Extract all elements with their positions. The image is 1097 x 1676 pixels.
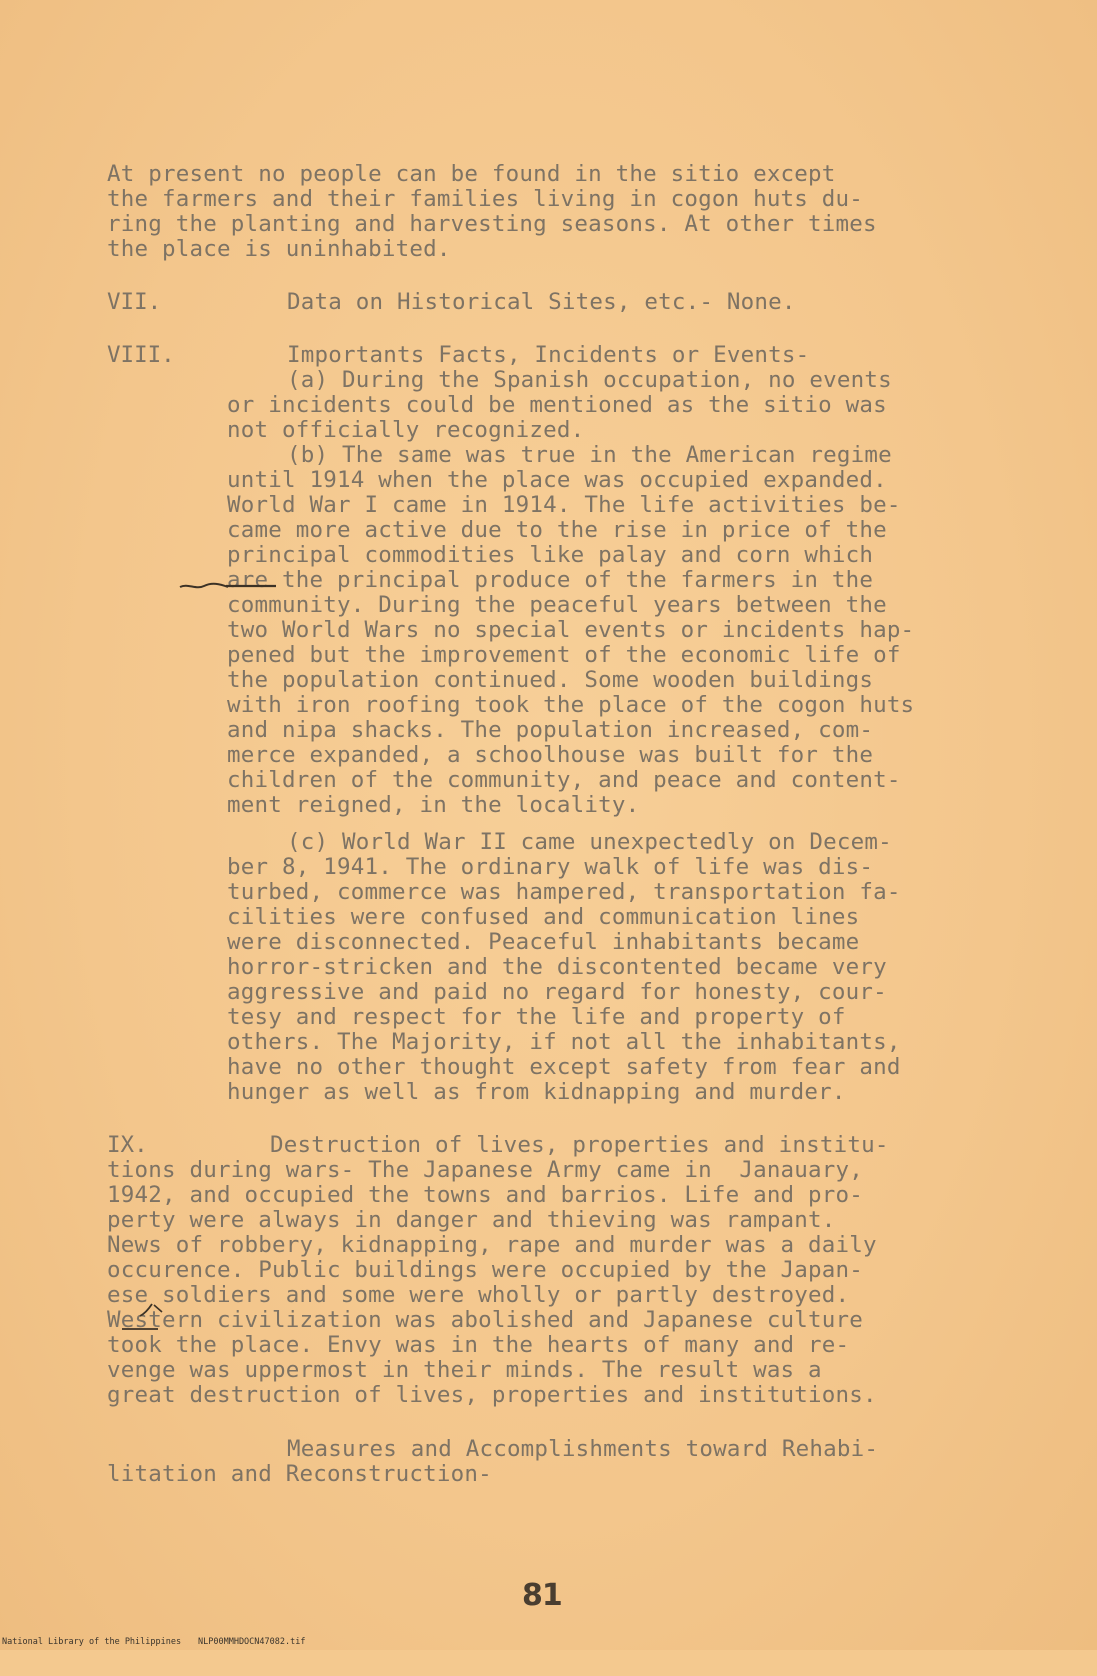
text-line: are the principal produce of the farmers in the	[227, 567, 874, 593]
text-line: aggressive and paid no regard for honesty, cour-	[227, 979, 887, 1005]
text-line: until 1914 when the place was occupied expanded.	[227, 467, 887, 493]
text-line: ring the planting and harvesting seasons. At other times	[107, 211, 877, 237]
section-heading: Importants Facts, Incidents or Events-	[287, 342, 810, 368]
text-line: Western civilization was abolished and Japanese culture	[107, 1307, 864, 1333]
text-line: others. The Majority, if not all the inhabitants,	[227, 1029, 901, 1055]
text-line: and nipa shacks. The population increased, com-	[227, 717, 874, 743]
text-line: the population continued. Some wooden buildings	[227, 667, 874, 693]
text-line: horror-stricken and the discontented became very	[227, 954, 887, 980]
text-line: the farmers and their families living in cogon huts du-	[107, 186, 864, 212]
text-line: ment reigned, in the locality.	[227, 792, 640, 818]
text-line: children of the community, and peace and content-	[227, 767, 901, 793]
text-line: At present no people can be found in the sitio except	[107, 161, 836, 187]
text-line: or incidents could be mentioned as the sitio was	[227, 392, 887, 418]
handwritten-correction	[118, 1302, 168, 1336]
section-heading: Destruction of lives, properties and institu-	[270, 1132, 889, 1158]
text-line: great destruction of lives, properties and institutions.	[107, 1382, 877, 1408]
text-line: perty were always in danger and thieving was rampant.	[107, 1207, 836, 1233]
text-line: two World Wars no special events or incidents hap-	[227, 617, 915, 643]
text-line: turbed, commerce was hampered, transportation fa-	[227, 879, 901, 905]
text-line: venge was uppermost in their minds. The result was a	[107, 1357, 822, 1383]
scan-footer	[0, 1636, 1097, 1650]
text-line: took the place. Envy was in the hearts of many and re-	[107, 1332, 850, 1358]
text-line: World War I came in 1914. The life activities be-	[227, 492, 901, 518]
text-line: ber 8, 1941. The ordinary walk of life was dis-	[227, 854, 874, 880]
section-heading: Measures and Accomplishments toward Rehabi-	[287, 1436, 879, 1462]
text-line: were disconnected. Peaceful inhabitants became	[227, 929, 860, 955]
text-line: tesy and respect for the life and property of	[227, 1004, 846, 1030]
text-line: 1942, and occupied the towns and barrios. Life and pro-	[107, 1182, 864, 1208]
text-line: principal commodities like palay and corn which	[227, 542, 874, 568]
text-line: occurence. Public buildings were occupied by the Japan-	[107, 1257, 864, 1283]
text-line: litation and Reconstruction-	[107, 1461, 492, 1487]
footer-library: National Library of the Philippines	[2, 1637, 182, 1647]
text-line: (c) World War II came unexpectedly on Decem-	[287, 829, 892, 855]
section-number: VIII.	[107, 342, 175, 368]
section-number: IX.	[107, 1132, 148, 1158]
footer-filename: NLP00MMHDOCN47082.tif	[198, 1637, 306, 1647]
text-line: cilities were confused and communication lines	[227, 904, 860, 930]
text-line: merce expanded, a schoolhouse was built for the	[227, 742, 874, 768]
handwritten-correction	[178, 581, 278, 591]
section-number: VII.	[107, 289, 162, 315]
text-line: with iron roofing took the place of the cogon huts	[227, 692, 915, 718]
text-line: the place is uninhabited.	[107, 236, 451, 262]
section-text: Data on Historical Sites, etc.- None.	[287, 289, 796, 315]
text-line: hunger as well as from kidnapping and murder.	[227, 1079, 846, 1105]
text-line: (a) During the Spanish occupation, no events	[287, 367, 892, 393]
text-line: News of robbery, kidnapping, rape and murder was a daily	[107, 1232, 877, 1258]
text-line: not officially recognized.	[227, 417, 585, 443]
text-line: have no other thought except safety from fear and	[227, 1054, 901, 1080]
text-line: ese soldiers and some were wholly or partly destroyed.	[107, 1282, 850, 1308]
text-line: came more active due to the rise in price of the	[227, 517, 887, 543]
text-line: tions during wars- The Japanese Army came in Janauary,	[107, 1157, 864, 1183]
page-number: 81	[522, 1578, 562, 1613]
text-line: (b) The same was true in the American regime	[287, 442, 892, 468]
text-line: community. During the peaceful years between the	[227, 592, 887, 618]
text-line: pened but the improvement of the economic life of	[227, 642, 901, 668]
